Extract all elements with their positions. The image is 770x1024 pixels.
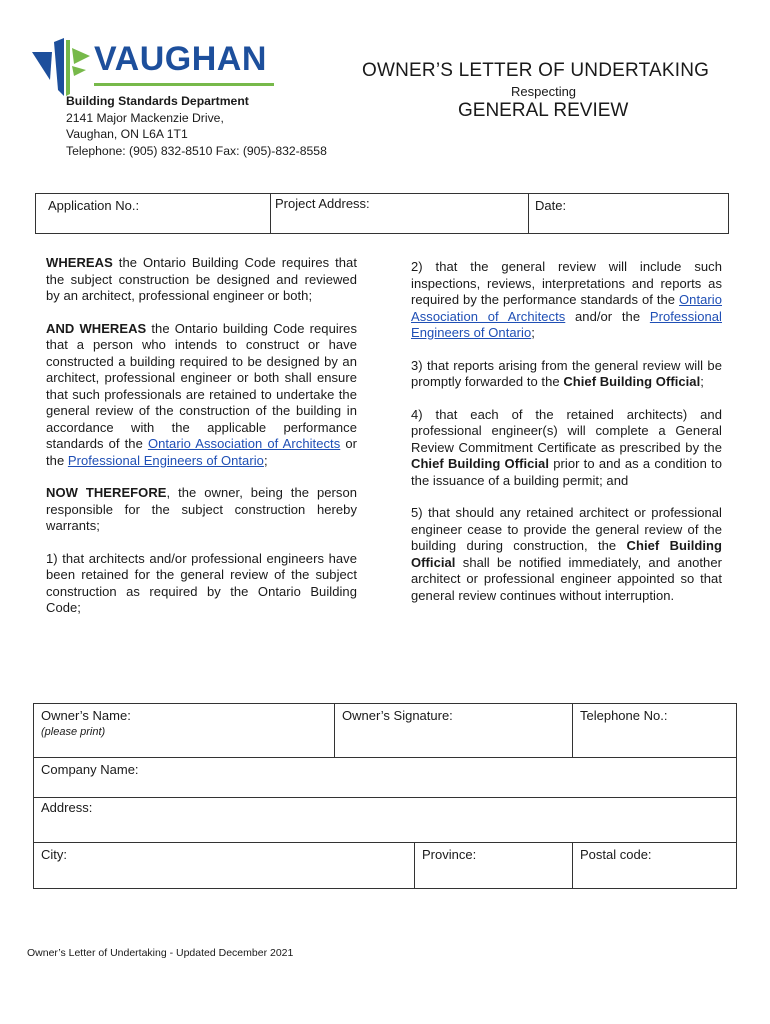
oaa-link[interactable]: Ontario Association of Architects [147, 436, 341, 451]
peo-link[interactable]: Professional Engineers of Ontario [411, 308, 722, 340]
owner-row [34, 704, 736, 758]
andor-text: and/or the [565, 308, 650, 324]
address-row[interactable] [34, 798, 736, 843]
respecting-label: Respecting [511, 84, 577, 99]
document-subtitle: GENERAL REVIEW [458, 100, 629, 121]
telephone-field[interactable] [573, 704, 736, 757]
logo-wordmark: VAUGHAN [94, 40, 267, 78]
clause-5-end: shall be notified immediately, and another architect or professional engineer appointed so that general review continues without interruption. [411, 554, 722, 603]
postal-code-label: Postal code: [580, 847, 652, 862]
city-label: City: [41, 847, 67, 862]
now-therefore-bold: NOW THEREFORE [46, 485, 167, 500]
clause-5 [411, 505, 722, 604]
document-title: OWNER’S LETTER OF UNDERTAKING [362, 60, 710, 81]
city-row [34, 843, 736, 888]
cbo-bold: Chief Building Official [411, 538, 722, 570]
province-label: Province: [422, 847, 477, 862]
application-info-table [35, 193, 729, 234]
telephone-label: Telephone No.: [580, 708, 668, 723]
logo-underline [94, 83, 274, 86]
and-whereas-paragraph [46, 321, 357, 470]
owner-name-label: Owner’s Name: [41, 708, 131, 723]
clause-3-text: 3) that reports arising from the general review will be promptly forwarded to the [411, 357, 722, 389]
owner-signature-field[interactable] [335, 704, 573, 757]
now-therefore-paragraph [46, 485, 357, 535]
and-whereas-text: the Ontario building Code requires that a person who intends to construct or have constructed a building required to be designed by an architect, professional engineer or both shall ensure that such professionals are retained to undertake the general review of the construction of the building in accordance with the applicable performance standards of the [46, 320, 357, 451]
owner-info-table [33, 703, 737, 889]
province-field[interactable] [415, 843, 573, 888]
owner-signature-label: Owner’s Signature: [342, 708, 453, 723]
address-line-1: 2141 Major Mackenzie Drive, [66, 110, 224, 125]
clause-4-end: prior to and as a condition to the issuance of a building permit; and [411, 456, 722, 488]
right-column-text [411, 259, 722, 620]
semicolon: ; [700, 374, 704, 389]
clause-4-text: 4) that each of the retained architects) and professional engineer(s) will complete a General Review Commitment Certificate as prescribed by the [411, 406, 722, 455]
semicolon: ; [531, 325, 535, 340]
clause-5-text: 5) that should any retained architect or professional engineer cease to provide the general review of the building during construction, the [411, 505, 722, 553]
department-name: Building Standards Department [66, 94, 249, 108]
semicolon: ; [263, 452, 268, 468]
whereas-text: the Ontario Building Code requires that the subject construction be designed and reviewed by an architect, professional engineer or both; [46, 255, 357, 303]
peo-link[interactable]: Professional Engineers of Ontario [67, 452, 264, 468]
whereas-bold: WHEREAS [46, 255, 113, 270]
left-column-text [46, 255, 357, 633]
or-text: or the [46, 436, 357, 468]
project-address-field[interactable] [271, 194, 529, 233]
postal-code-field[interactable] [573, 843, 736, 888]
owner-name-field[interactable] [34, 704, 335, 757]
vaughan-emblem-icon [30, 38, 94, 96]
clause-4 [411, 407, 722, 490]
date-label: Date: [535, 198, 567, 213]
whereas-paragraph [46, 255, 357, 305]
vaughan-logo [30, 38, 267, 96]
phone-line: Telephone: (905) 832-8510 Fax: (905)-832-8558 [66, 143, 327, 158]
clause-1: 1) that architects and/or professional engineers have been retained for the general review of the subject construction as required by the Ontario Building Code; [46, 550, 357, 615]
now-therefore-text: , the owner, being the person responsible for the subject construction hereby warrants; [46, 485, 358, 533]
and-whereas-bold: AND WHEREAS [46, 320, 147, 336]
project-address-label: Project Address: [275, 196, 370, 211]
oaa-link[interactable]: Ontario Association of Architects [411, 292, 722, 324]
cbo-bold: Chief Building Official [563, 374, 701, 389]
city-field[interactable] [34, 843, 415, 888]
clause-2-text: 2) that the general review will include such inspections, reviews, interpretations and reports as required by the performance standards of the [411, 259, 722, 307]
address-line-2: Vaughan, ON L6A 1T1 [66, 127, 188, 141]
application-no-field[interactable] [36, 194, 271, 233]
application-no-label: Application No.: [48, 198, 140, 213]
owner-name-hint: (please print) [41, 726, 106, 738]
clause-3 [411, 358, 722, 391]
address-label: Address: [41, 800, 93, 815]
company-row[interactable] [34, 758, 736, 798]
cbo-bold: Chief Building Official [411, 456, 550, 471]
department-info [66, 93, 327, 159]
date-field[interactable] [529, 194, 728, 233]
company-label: Company Name: [41, 762, 139, 777]
footer-text: Owner’s Letter of Undertaking - Updated December 2021 [27, 947, 294, 959]
clause-2 [411, 259, 722, 342]
